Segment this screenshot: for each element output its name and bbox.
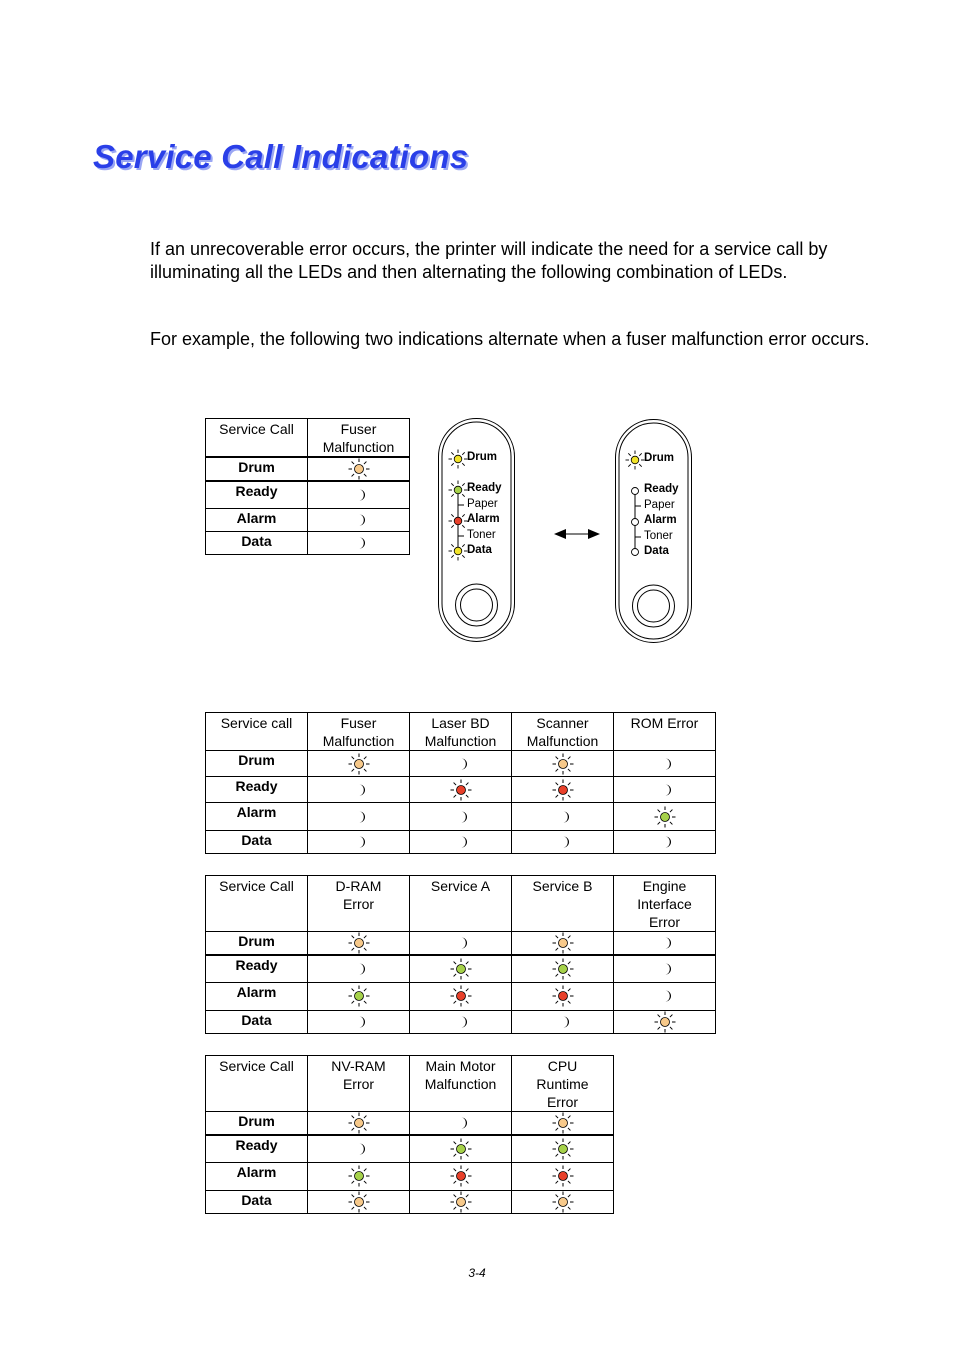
led-red-blinking-icon: [550, 779, 576, 801]
table-row: [206, 803, 716, 831]
row-label: Ready: [206, 1135, 308, 1162]
led-off-icon: [652, 779, 678, 801]
table-row: [206, 777, 716, 803]
led-cell: [512, 932, 614, 956]
led-off-icon: [346, 484, 372, 506]
panel-label-toner: Toner: [467, 529, 496, 541]
led-cell: [410, 982, 512, 1010]
led-cell: [512, 803, 614, 831]
led-orange-blinking-icon: [346, 932, 372, 954]
led-off-icon: [448, 1011, 474, 1033]
led-orange-blinking-icon: [346, 1191, 372, 1213]
led-off-icon: [346, 1011, 372, 1033]
led-cell: [308, 1010, 410, 1033]
led-off-icon: [346, 1138, 372, 1160]
table-corner-label: Service Call: [206, 876, 308, 932]
led-cell: [410, 777, 512, 803]
table-corner-label: Service Call: [206, 1056, 308, 1112]
row-label: Data: [206, 831, 308, 854]
led-green-blinking-icon: [550, 1138, 576, 1160]
led-cell: [614, 803, 716, 831]
column-header: Scanner Malfunction: [512, 713, 614, 751]
alternate-arrow-icon: [552, 525, 602, 548]
table-header-row: [206, 876, 716, 932]
table-row: [206, 1135, 614, 1162]
led-green-blinking-icon: [346, 985, 372, 1007]
led-cell: [308, 932, 410, 956]
led-cell: [410, 831, 512, 854]
table-row: [206, 1190, 614, 1213]
led-cell: [614, 777, 716, 803]
led-cell: [410, 803, 512, 831]
led-green-blinking-icon: [448, 958, 474, 980]
column-header: Main Motor Malfunction: [410, 1056, 512, 1112]
led-red-blinking-icon: [550, 985, 576, 1007]
led-off-icon: [550, 831, 576, 853]
led-cell: [410, 1112, 512, 1136]
led-off-icon: [346, 532, 372, 554]
led-cell: [410, 1135, 512, 1162]
led-off-icon: [448, 1112, 474, 1134]
led-off-icon: [448, 753, 474, 775]
control-panel-drum-only: [614, 418, 696, 651]
led-cell: [512, 1010, 614, 1033]
intro-paragraph: If an unrecoverable error occurs, the printer will indicate the need for a service call by illuminating all the LEDs and then alternating the following combination of LEDs.: [150, 239, 828, 282]
led-orange-blinking-icon: [346, 458, 372, 480]
led-off-icon: [346, 806, 372, 828]
row-label: Ready: [206, 481, 308, 508]
led-orange-blinking-icon: [550, 1112, 576, 1134]
row-label: Alarm: [206, 1162, 308, 1190]
table-row: [206, 481, 410, 508]
led-cell: [614, 982, 716, 1010]
led-cell: [308, 831, 410, 854]
led-orange-blinking-icon: [550, 1191, 576, 1213]
table-row: [206, 1010, 716, 1033]
column-header: NV-RAM Error: [308, 1056, 410, 1112]
led-cell: [410, 955, 512, 982]
row-label: Drum: [206, 457, 308, 481]
led-off-icon: [550, 806, 576, 828]
table-row: [206, 508, 410, 531]
led-off-icon: [448, 831, 474, 853]
row-label: Alarm: [206, 982, 308, 1010]
table-row: [206, 1112, 614, 1136]
led-off-icon: [448, 932, 474, 954]
led-cell: [308, 1135, 410, 1162]
row-label: Data: [206, 1010, 308, 1033]
column-header: Engine Interface Error: [614, 876, 716, 932]
service-call-table-3: [205, 1055, 614, 1214]
led-orange-blinking-icon: [346, 753, 372, 775]
led-green-blinking-icon: [550, 958, 576, 980]
panel-label-drum: Drum: [644, 452, 675, 464]
table-row: [206, 1162, 614, 1190]
led-off-icon: [652, 932, 678, 954]
panel-label-ready: Ready: [467, 482, 502, 494]
led-cell: [308, 1190, 410, 1213]
led-cell: [512, 1135, 614, 1162]
led-cell: [614, 831, 716, 854]
column-header: ROM Error: [614, 713, 716, 751]
led-red-blinking-icon: [448, 1165, 474, 1187]
table-header-row: [206, 1056, 614, 1112]
led-off-icon: [448, 806, 474, 828]
panel-label-alarm: Alarm: [644, 514, 677, 526]
led-off-icon: [652, 753, 678, 775]
led-red-blinking-icon: [448, 779, 474, 801]
led-cell: [512, 1112, 614, 1136]
column-header: CPU Runtime Error: [512, 1056, 614, 1112]
led-cell: [410, 1010, 512, 1033]
page-number: 3-4: [468, 1266, 486, 1280]
row-label: Alarm: [206, 508, 308, 531]
table-row: [206, 982, 716, 1010]
led-cell: [410, 1190, 512, 1213]
led-cell: [308, 508, 410, 531]
fuser-example-table: [205, 418, 410, 555]
led-green-blinking-icon: [652, 806, 678, 828]
led-cell: [614, 751, 716, 777]
led-cell: [512, 1162, 614, 1190]
led-cell: [512, 955, 614, 982]
led-off-icon: [652, 958, 678, 980]
row-label: Drum: [206, 932, 308, 956]
led-off-icon: [652, 831, 678, 853]
led-cell: [308, 803, 410, 831]
led-off-icon: [346, 831, 372, 853]
column-header: Laser BD Malfunction: [410, 713, 512, 751]
led-orange-blinking-icon: [652, 1011, 678, 1033]
led-cell: [512, 777, 614, 803]
led-cell: [512, 751, 614, 777]
example-paragraph: For example, the following two indications alternate when a fuser malfunction error occurs.: [150, 329, 870, 349]
led-cell: [410, 751, 512, 777]
led-cell: [410, 1162, 512, 1190]
led-cell: [308, 531, 410, 554]
led-cell: [308, 982, 410, 1010]
led-off-icon: [346, 779, 372, 801]
table-row: [206, 932, 716, 956]
service-call-table-1: [205, 712, 716, 854]
led-cell: [308, 751, 410, 777]
panel-label-drum: Drum: [467, 451, 498, 463]
led-orange-blinking-icon: [448, 1191, 474, 1213]
led-green-blinking-icon: [448, 1138, 474, 1160]
table-row: [206, 751, 716, 777]
column-header: Service A: [410, 876, 512, 932]
led-cell: [512, 982, 614, 1010]
led-cell: [614, 955, 716, 982]
table-header-row: [206, 713, 716, 751]
column-header: Fuser Malfunction: [308, 713, 410, 751]
led-cell: [308, 777, 410, 803]
led-cell: [308, 481, 410, 508]
table-row: [206, 457, 410, 481]
table-row: [206, 955, 716, 982]
row-label: Ready: [206, 777, 308, 803]
panel-label-data: Data: [644, 545, 669, 557]
row-label: Alarm: [206, 803, 308, 831]
table-row: [206, 831, 716, 854]
led-cell: [308, 1162, 410, 1190]
led-cell: [410, 932, 512, 956]
column-header: D-RAM Error: [308, 876, 410, 932]
led-off-icon: [652, 985, 678, 1007]
panel-label-paper: Paper: [644, 499, 675, 511]
panel-label-ready: Ready: [644, 483, 679, 495]
led-cell: [512, 831, 614, 854]
led-orange-blinking-icon: [550, 932, 576, 954]
table-header-row: [206, 419, 410, 458]
led-orange-blinking-icon: [346, 1112, 372, 1134]
panel-label-toner: Toner: [644, 530, 673, 542]
led-orange-blinking-icon: [550, 753, 576, 775]
led-cell: [614, 1010, 716, 1033]
led-cell: [308, 457, 410, 481]
led-cell: [308, 1112, 410, 1136]
led-green-blinking-icon: [346, 1165, 372, 1187]
table-row: [206, 531, 410, 554]
led-cell: [614, 932, 716, 956]
column-header: Service B: [512, 876, 614, 932]
service-call-table-2: [205, 875, 716, 1034]
row-label: Data: [206, 531, 308, 554]
row-label: Drum: [206, 1112, 308, 1136]
led-red-blinking-icon: [448, 985, 474, 1007]
led-red-blinking-icon: [550, 1165, 576, 1187]
panel-label-data: Data: [467, 544, 492, 556]
column-header: Fuser Malfunction: [308, 419, 410, 458]
row-label: Ready: [206, 955, 308, 982]
panel-label-paper: Paper: [467, 498, 498, 510]
led-cell: [308, 955, 410, 982]
row-label: Drum: [206, 751, 308, 777]
page-title: Service Call Indications: [93, 138, 469, 175]
table-corner-label: Service Call: [206, 419, 308, 458]
led-off-icon: [346, 509, 372, 531]
table-corner-label: Service call: [206, 713, 308, 751]
row-label: Data: [206, 1190, 308, 1213]
panel-label-alarm: Alarm: [467, 513, 500, 525]
led-off-icon: [550, 1011, 576, 1033]
led-off-icon: [346, 958, 372, 980]
led-cell: [512, 1190, 614, 1213]
control-panel-all-lit: [437, 417, 519, 650]
